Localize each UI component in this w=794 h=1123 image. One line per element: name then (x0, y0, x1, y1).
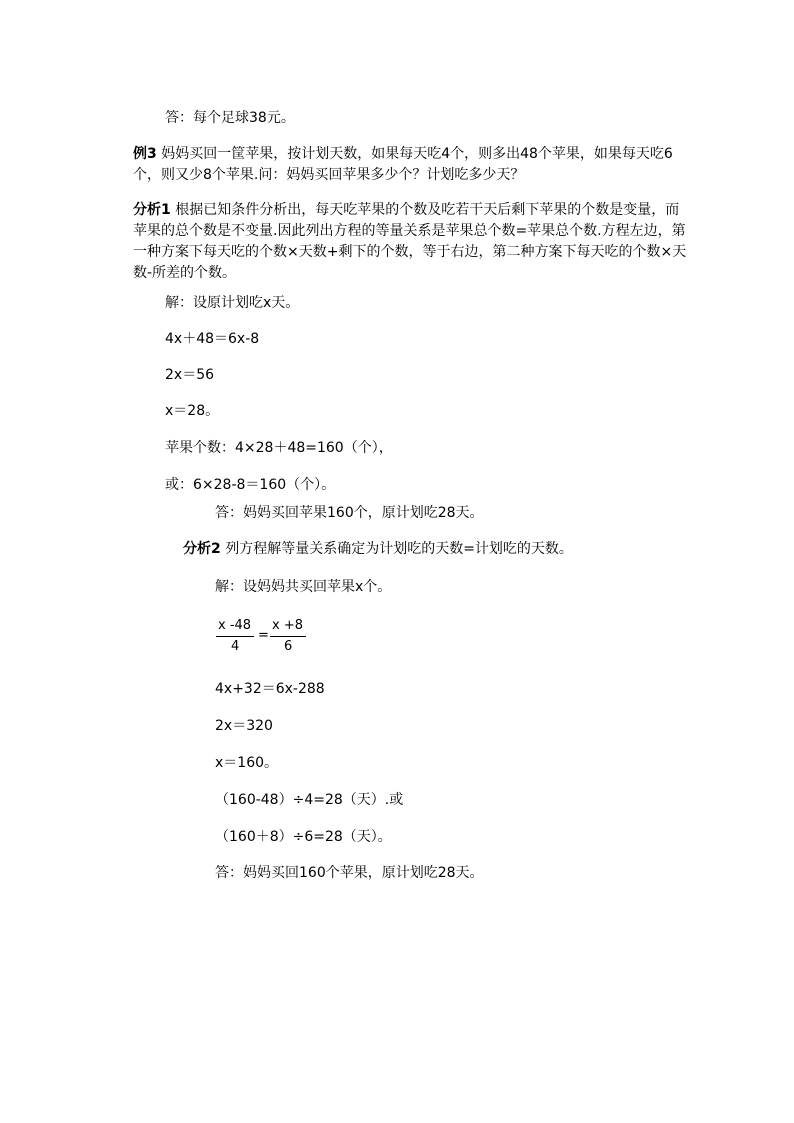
fraction-equation (216, 618, 308, 658)
solution2-calc-1: （160-48）÷4=28（天）.或 (215, 792, 404, 808)
fraction-right-numerator: x +8 (272, 618, 303, 633)
fraction-left-denominator: 4 (231, 639, 240, 654)
solution1-equation-2: 2x＝56 (165, 367, 215, 383)
solution2-equation-3: x＝160。 (215, 755, 279, 771)
fraction-left-numerator: x -48 (218, 618, 252, 633)
fraction-right-denominator: 6 (284, 639, 293, 654)
solution2-calc-2: （160＋8）÷6=28（天）。 (215, 829, 392, 845)
solution1-answer: 答：妈妈买回苹果160个，原计划吃28天。 (215, 505, 484, 521)
analysis1-text: 根据已知条件分析出，每天吃苹果的个数及吃若干天后剩下苹果的个数是变量，而苹果的总个数是不变量.因此列出方程的等量关系是苹果总个数=苹果总个数.方程左边，第一种方案下每天吃的个数×天数+剩下的个数，等于右边，第二种方案下每天吃的个数×天数-所差的个数。 (133, 202, 687, 281)
example-text: 妈妈买回一筐苹果，按计划天数，如果每天吃4个，则多出48个苹果，如果每天吃6个，则又少8个苹果.问：妈妈买回苹果多少个？计划吃多少天？ (133, 146, 673, 183)
previous-answer: 答：每个足球38元。 (165, 110, 295, 126)
solution2-intro: 解：设妈妈共买回苹果x个。 (215, 579, 392, 595)
solution2-equation-1: 4x+32＝6x-288 (215, 681, 325, 697)
solution1-intro: 解：设原计划吃x天。 (165, 295, 300, 311)
solution1-equation-1: 4x＋48＝6x-8 (165, 331, 260, 347)
solution1-apple-count: 苹果个数：4×28＋48=160（个）， (165, 440, 393, 456)
solution2-answer: 答：妈妈买回160个苹果，原计划吃28天。 (215, 865, 484, 881)
analysis2-label: 分析2 (183, 541, 221, 557)
solution1-alternative: 或：6×28-8＝160（个）。 (165, 477, 336, 493)
fraction-left-bar (216, 636, 254, 637)
analysis1-paragraph (133, 200, 689, 284)
analysis2-text: 列方程解等量关系确定为计划吃的天数=计划吃的天数。 (220, 541, 573, 557)
solution2-equation-2: 2x＝320 (215, 718, 273, 734)
analysis1-label: 分析1 (133, 202, 171, 218)
fraction-equals-sign: = (258, 628, 269, 643)
example-label: 例3 (133, 146, 157, 162)
analysis2-paragraph (183, 539, 573, 559)
fraction-right-bar (270, 636, 306, 637)
example-paragraph (133, 144, 689, 186)
solution1-equation-3: x＝28。 (165, 403, 220, 419)
